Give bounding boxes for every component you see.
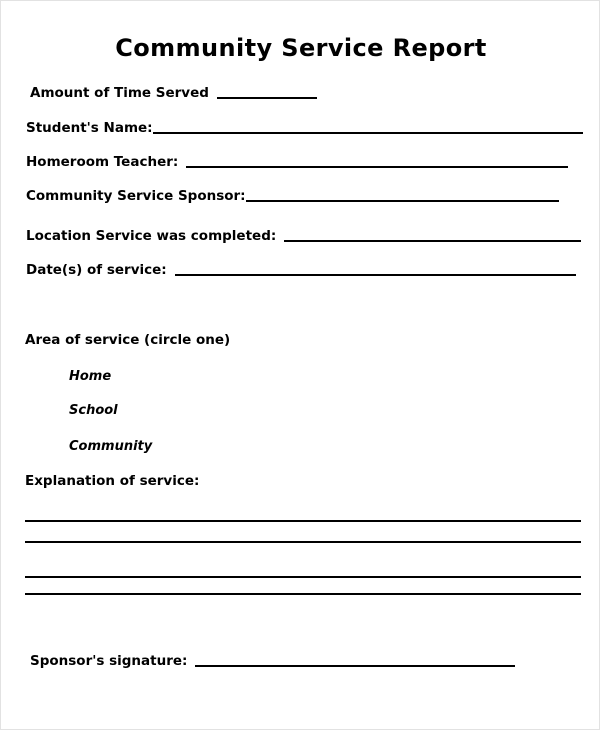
explanation-blank-line[interactable] <box>25 593 581 595</box>
section-heading-area-of-service: Area of service (circle one) <box>25 332 231 348</box>
field-label-amount-of-time: Amount of Time Served <box>30 85 209 101</box>
field-blank-amount-of-time[interactable] <box>217 97 317 99</box>
field-row-sponsor-signature <box>30 653 515 669</box>
field-blank-student-name[interactable] <box>153 132 583 134</box>
field-row-sponsor <box>26 188 559 204</box>
field-label-location: Location Service was completed: <box>26 228 277 244</box>
field-blank-location[interactable] <box>284 240 581 242</box>
field-label-sponsor-signature: Sponsor's signature: <box>30 653 188 669</box>
page-title: Community Service Report <box>115 34 487 62</box>
field-row-location <box>26 228 581 244</box>
field-label-student-name: Student's Name: <box>26 120 153 136</box>
explanation-blank-line[interactable] <box>25 576 581 578</box>
field-row-amount-of-time <box>30 85 317 101</box>
field-label-homeroom-teacher: Homeroom Teacher: <box>26 154 179 170</box>
option-school[interactable]: School <box>69 403 118 418</box>
field-blank-sponsor-signature[interactable] <box>195 665 515 667</box>
option-home[interactable]: Home <box>69 369 112 384</box>
field-row-dates <box>26 262 576 278</box>
field-blank-dates[interactable] <box>175 274 576 276</box>
field-row-homeroom-teacher <box>26 154 568 170</box>
field-row-student-name <box>26 120 583 136</box>
field-blank-homeroom-teacher[interactable] <box>186 166 568 168</box>
explanation-blank-line[interactable] <box>25 541 581 543</box>
field-label-sponsor: Community Service Sponsor: <box>26 188 246 204</box>
field-blank-sponsor[interactable] <box>246 200 559 202</box>
option-community[interactable]: Community <box>69 439 153 454</box>
explanation-blank-line[interactable] <box>25 520 581 522</box>
section-heading-explanation: Explanation of service: <box>25 473 200 489</box>
field-label-dates: Date(s) of service: <box>26 262 167 278</box>
